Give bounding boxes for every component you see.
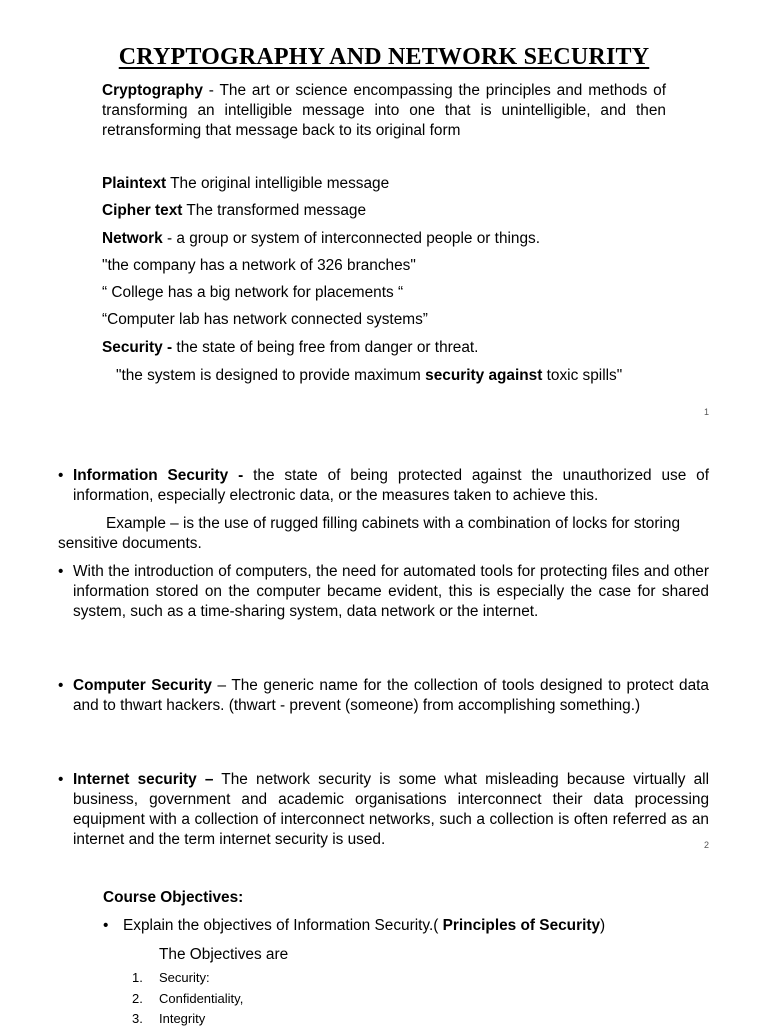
ciphertext-definition — [102, 201, 366, 221]
ciphertext-term: Cipher text — [102, 202, 183, 219]
security-text: the state of being free from danger or threat. — [176, 339, 479, 356]
network-example-3: “Computer lab has network connected systems” — [102, 311, 428, 328]
internet-security-bullet — [58, 770, 709, 850]
bullet-icon: • — [58, 563, 64, 580]
cryptography-definition — [102, 81, 666, 141]
cryptography-text: - The art or science encompassing the principles and methods of transforming an intelligible message into one that is unintelligible, and then retransforming that message back to its original form — [102, 82, 666, 139]
network-example-2: “ College has a big network for placements “ — [102, 284, 404, 301]
page-number: 1 — [704, 407, 710, 417]
security-term: Security - — [102, 339, 177, 356]
internet-security-term: Internet security – — [73, 771, 214, 788]
objectives-list — [132, 968, 244, 1030]
info-security-text: the state of being protected against the unauthorized use of information, especially electronic data, or the measures taken to achieve this. — [73, 467, 709, 504]
security-definition — [102, 338, 478, 358]
network-definition — [102, 229, 540, 249]
computer-security-text: – The generic name for the collection of tools designed to protect data and to thwart hackers. (thwart - prevent (someone) from accomplishing something.) — [73, 677, 709, 714]
objectives-subheading: The Objectives are — [159, 946, 289, 963]
list-item: 3. Integrity — [132, 1011, 206, 1026]
bullet-icon: • — [103, 917, 109, 934]
network-term: Network — [102, 230, 163, 247]
computer-security-term: Computer Security — [73, 677, 212, 694]
bullet-icon: • — [58, 677, 64, 694]
cryptography-term: Cryptography — [102, 82, 203, 99]
security-example: "the system is designed to provide maximum security against toxic spills" — [116, 367, 623, 384]
info-security-term: Information Security - — [73, 467, 254, 484]
network-example-1: "the company has a network of 326 branches" — [102, 257, 416, 274]
bullet-icon: • — [58, 771, 64, 788]
course-objectives-heading: Course Objectives: — [103, 889, 244, 906]
ciphertext-text: The transformed message — [182, 202, 367, 219]
document-title: CRYPTOGRAPHY AND NETWORK SECURITY — [118, 44, 650, 70]
bullet-icon: • — [58, 467, 64, 484]
plaintext-text: The original intelligible message — [166, 175, 390, 192]
objective-bullet: • Explain the objectives of Information Security.( Principles of Security) — [103, 917, 606, 934]
info-security-example: Example – is the use of rugged filling cabinets with a combination of locks for storing sensitive documents. — [58, 515, 681, 552]
page-number: 2 — [704, 840, 710, 850]
computer-security-bullet — [58, 676, 709, 716]
computers-text: With the introduction of computers, the need for automated tools for protecting files and other information stored on the computer became evident, this is especially the case for shared system, such as a time-sharing system, data network or the internet. — [73, 563, 709, 620]
list-item: 2. Confidentiality, — [132, 990, 244, 1006]
info-security-bullet — [58, 466, 709, 506]
computers-bullet — [58, 562, 709, 622]
plaintext-term: Plaintext — [102, 175, 167, 192]
list-item: 1. Security: — [132, 970, 210, 985]
network-text: - a group or system of interconnected people or things. — [162, 230, 541, 247]
internet-security-text: The network security is some what misleading because virtually all business, government and academic organisations interconnect their data processing equipment with a collection of interconnect networks, such a collection is often referred as an internet and the term internet security is used. — [73, 771, 709, 848]
plaintext-definition — [102, 174, 389, 194]
